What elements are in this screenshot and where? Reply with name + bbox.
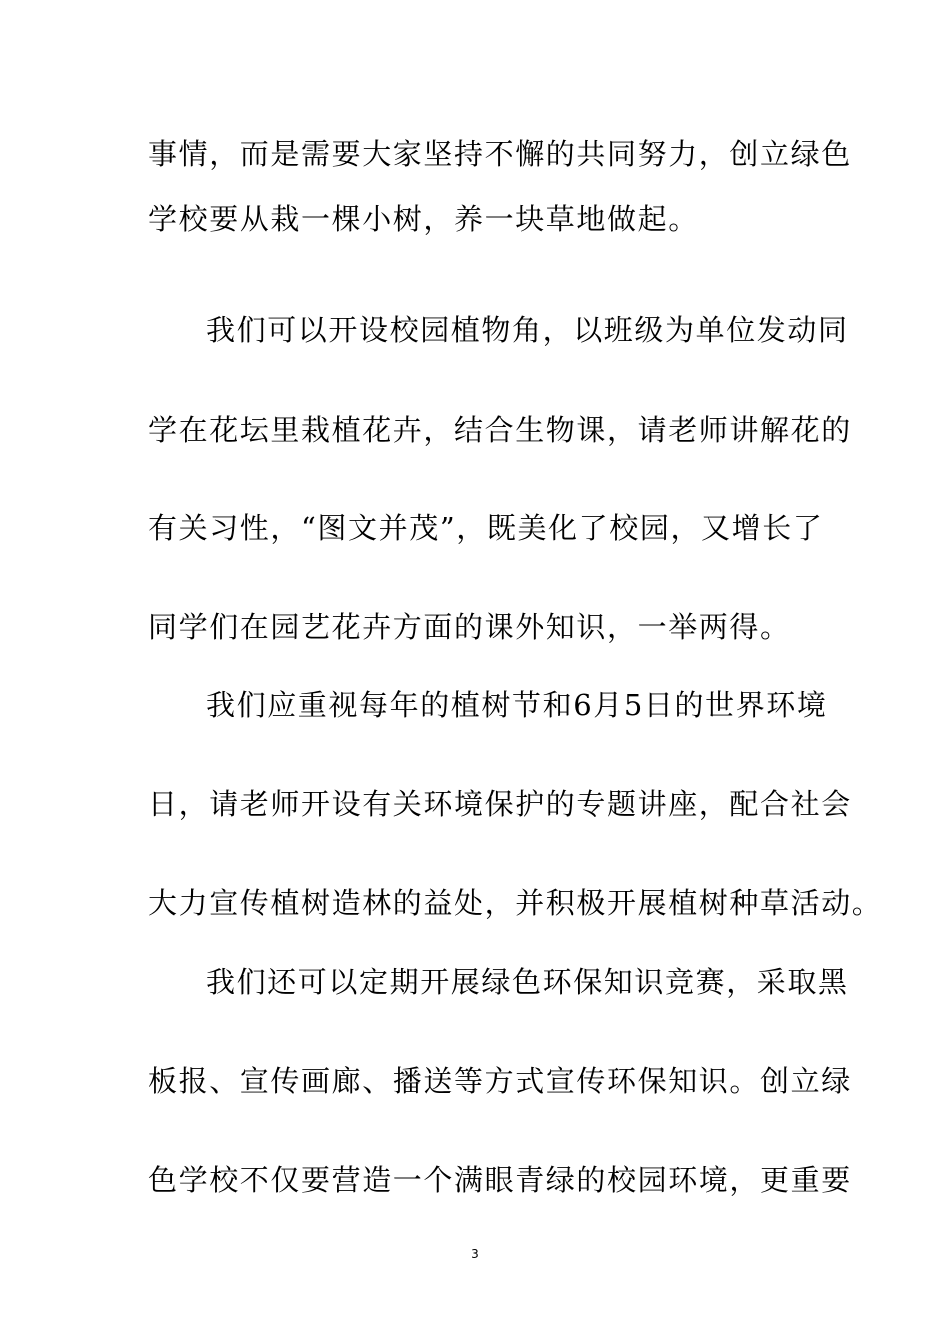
text-line: 同学们在园艺花卉方面的课外知识，一举两得。 [148,610,791,644]
text-line: 日，请老师开设有关环境保护的专题讲座，配合社会 [148,787,852,821]
text-line: 有关习性，“图文并茂”，既美化了校园，又增长了 [148,511,824,545]
text-line: 事情，而是需要大家坚持不懈的共同努力，创立绿色 [148,137,852,171]
text-line: 板报、宣传画廊、播送等方式宣传环保知识。创立绿 [148,1064,852,1098]
page-number: 3 [471,1247,479,1261]
text-line: 色学校不仅要营造一个满眼青绿的校园环境，更重要 [148,1163,852,1197]
text-line: 学在花坛里栽植花卉，结合生物课，请老师讲解花的 [148,413,852,447]
text-line: 学校要从栽一棵小树，养一块草地做起。 [148,202,699,236]
paragraph-first-line: 我们还可以定期开展绿色环保知识竞赛，采取黑 [206,965,849,999]
paragraph-first-line: 我们应重视每年的植树节和6月5日的世界环境 [206,688,828,722]
text-line: 大力宣传植树造林的益处，并积极开展植树种草活动。 [148,886,883,920]
paragraph-first-line: 我们可以开设校园植物角，以班级为单位发动同 [206,313,849,347]
